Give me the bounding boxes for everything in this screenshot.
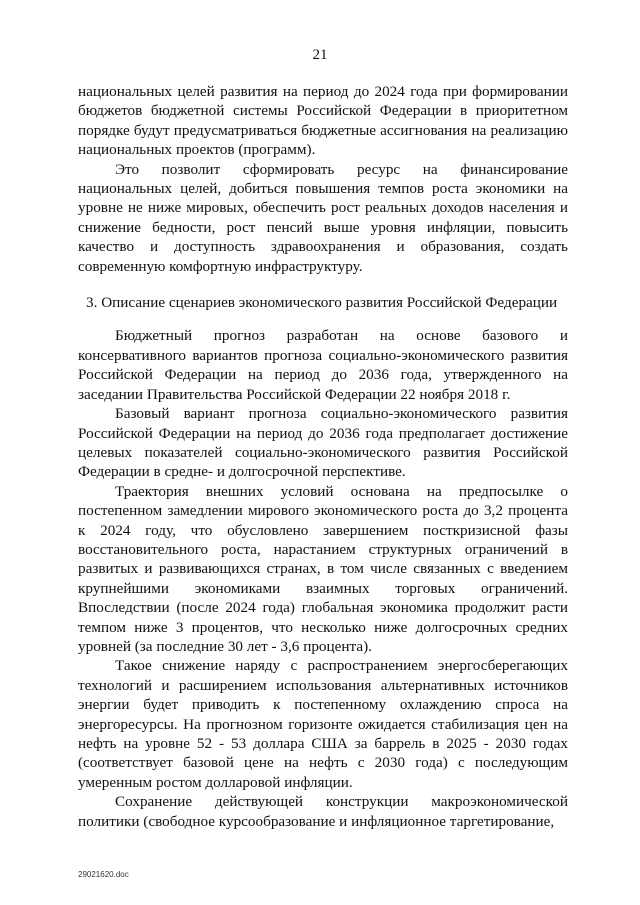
paragraph-continuation: национальных целей развития на период до 2024 года при формировании бюджетов бюджетной системы Российской Федерации в приоритетном порядке будут предусматриваться бюджетные ассигнования на реализацию национальных проектов (программ).	[78, 83, 568, 159]
paragraph: Бюджетный прогноз разработан на основе базового и консервативного вариантов прогноза социально-экономического развития Российской Федерации на период до 2036 года, утвержденного на заседании Правительства Российской Федерации 22 ноября 2018 г.	[78, 327, 568, 403]
paragraph: Это позволит сформировать ресурс на финансирование национальных целей, добиться повышения темпов роста экономики на уровне не ниже мировых, обеспечить рост реальных доходов населения и снижение бедности, рост пенсий выше уровня инфляции, повысить качество и доступность здравоохранения и образования, создать современную комфортную инфраструктуру.	[78, 160, 568, 275]
paragraph: Сохранение действующей конструкции макроэкономической политики (свободное курсообразование и инфляционное таргетирование,	[78, 793, 568, 830]
section-heading: 3. Описание сценариев экономического развития Российской Федерации	[86, 294, 558, 312]
document-body	[78, 82, 568, 831]
footer-doc-code: 29021620.doc	[78, 870, 129, 879]
paragraph: Такое снижение наряду с распространением энергосберегающих технологий и расширением использования альтернативных источников энергии будет приводить к постепенному охлаждению спроса на энергоресурсы. На прогнозном горизонте ожидается стабилизация цен на нефть на уровне 52 - 53 доллара США за баррель в 2025 - 2030 годах (соответствует базовой цене на нефть с 2030 года) с последующим умеренным ростом долларовой инфляции.	[78, 657, 568, 791]
page-number: 21	[312, 47, 328, 63]
paragraph: Траектория внешних условий основана на предпосылке о постепенном замедлении мирового экономического роста до 3,2 процента к 2024 году, что обусловлено завершением посткризисной фазы восстановительного роста, нарастанием структурных ограничений в развитых и развивающихся странах, в том числе связанных с введением крупнейшими экономиками взаимных торговых ограничений. Впоследствии (после 2024 года) глобальная экономика продолжит расти темпом ниже 3 процентов, что несколько ниже долгосрочных средних уровней (за последние 30 лет - 3,6 процента).	[78, 482, 568, 655]
paragraph: Базовый вариант прогноза социально-экономического развития Российской Федерации на период до 2036 года предполагает достижение целевых показателей социально-экономического развития Российской Федерации в средне- и долгосрочной перспективе.	[78, 405, 568, 481]
